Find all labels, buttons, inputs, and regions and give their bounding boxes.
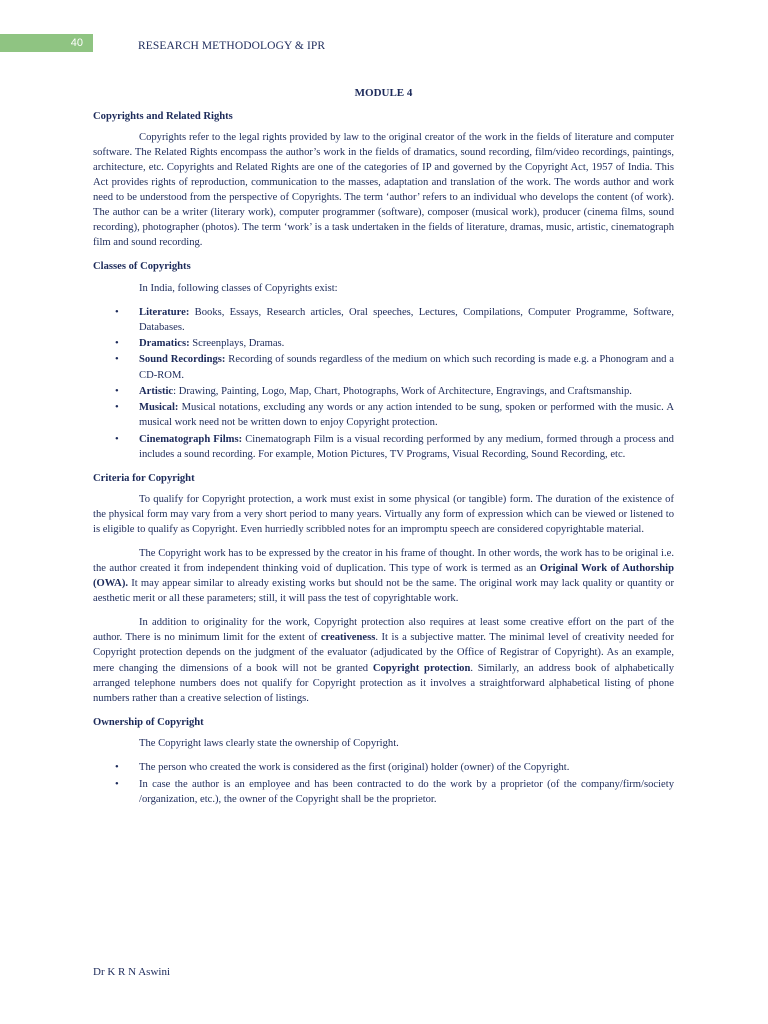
list-item bbox=[93, 760, 674, 775]
criteria-p3-bold-2: Copyright protection bbox=[372, 662, 471, 674]
heading-criteria: Criteria for Copyright bbox=[93, 472, 195, 484]
bullet-icon: • bbox=[115, 433, 119, 445]
copyrights-paragraph: Copyrights refer to the legal rights provided by law to the original creator of the work in the fields of literature and computer software. The Related Rights encompass the author’s work in the fields of dramatics, sound recording, film/video recordings, paintings, architecture, etc. Copyrights and Related Rights are one of the categories of IP and governed by the Copyright Act, 1957 of India. This Act provides rights of reproduction, communication to the masses, adaptation and translation of the work. The words author and work need to be understood from the perspective of Copyrights. The term ‘author’ refers to an individual who develops the content (of work). The author can be a writer (literary work), computer programmer (software), composer (musical work), producer (cinema films, sound recording), photographer (photos). The term ‘work’ is a task undertaken in the fields of literature, dramas, music, artistic, cinematograph film and sound recording. bbox=[93, 132, 674, 249]
list-item-term: Sound Recordings: bbox=[139, 354, 226, 366]
list-item-text: : Drawing, Painting, Logo, Map, Chart, Photographs, Work of Architecture, Engravings, and Craftsmanship. bbox=[173, 385, 632, 397]
footer-author: Dr K R N Aswini bbox=[93, 966, 171, 978]
list-item-text: Books, Essays, Research articles, Oral speeches, Lectures, Compilations, Computer Programme, Software, Databases. bbox=[139, 306, 674, 333]
bullet-icon: • bbox=[115, 306, 119, 318]
bullet-icon: • bbox=[115, 778, 119, 790]
criteria-p3-bold-1: creativeness bbox=[320, 632, 376, 644]
list-item-term: Literature: bbox=[139, 306, 190, 318]
criteria-paragraph-3 bbox=[93, 615, 674, 705]
bullet-icon: • bbox=[115, 761, 119, 773]
list-item-text: Recording of sounds regardless of the medium on which such recording is made e.g. a Phonogram and a CD-ROM. bbox=[139, 354, 674, 381]
criteria-paragraph-1: To qualify for Copyright protection, a work must exist in some physical (or tangible) form. The duration of the existence of the physical form may vary from a very short period to many years. Virtually any form of expression which can be viewed or listened to is eligible to qualify as Copyright. Even hurriedly scribbled notes for an impromptu speech are considered copyrightable material. bbox=[93, 494, 674, 536]
list-item-term: Artistic bbox=[139, 385, 174, 397]
page-content bbox=[93, 86, 674, 816]
list-item bbox=[93, 305, 674, 335]
bullet-icon: • bbox=[115, 402, 119, 414]
criteria-p2-bold: Original Work of Authorship (OWA). bbox=[93, 563, 674, 590]
heading-classes: Classes of Copyrights bbox=[93, 261, 191, 273]
list-item-term: Dramatics: bbox=[139, 338, 190, 350]
list-item bbox=[93, 400, 674, 430]
heading-ownership: Ownership of Copyright bbox=[93, 716, 204, 728]
page-number: 40 bbox=[0, 34, 93, 52]
bullet-icon: • bbox=[115, 385, 119, 397]
criteria-paragraph-2 bbox=[93, 546, 674, 606]
criteria-p2-text: The Copyright work has to be expressed by the creator in his frame of thought. In other words, the work has to be original i.e. the author created it from independent thinking void of duplication. This type of work is termed as an bbox=[93, 548, 674, 575]
list-item-term: Musical: bbox=[139, 402, 179, 414]
classes-list bbox=[93, 305, 674, 462]
criteria-p2-text-end: It may appear similar to already existing works but should not be the same. The original work may lack quality or quantity or aesthetic merit or all these parameters; still, it will pass the test of copyrightable work. bbox=[93, 578, 674, 605]
module-title: MODULE 4 bbox=[354, 87, 413, 99]
list-item bbox=[93, 384, 674, 399]
criteria-p3-text-a: In addition to originality for the work, Copyright protection also requires at least some creative effort on the part of the author. There is no minimum limit for the extent of bbox=[93, 617, 674, 644]
list-item-text: In case the author is an employee and has been contracted to do the work by a proprietor (of the company/firm/society /organization, etc.), the owner of the Copyright shall be the proprietor. bbox=[139, 778, 674, 805]
criteria-p3-text-b: . It is a subjective matter. The minimal level of creativity needed for Copyright protection depends on the judgment of the evaluator (adjudicated by the Office of Registrar of Copyright). As an example, mere changing the dimensions of a book will not be granted bbox=[93, 632, 675, 674]
ownership-list bbox=[93, 760, 674, 807]
classes-intro: In India, following classes of Copyrights exist: bbox=[139, 282, 338, 294]
bullet-icon: • bbox=[115, 338, 119, 350]
running-header: RESEARCH METHODOLOGY & IPR bbox=[138, 40, 326, 52]
ownership-intro: The Copyright laws clearly state the ownership of Copyright. bbox=[139, 737, 399, 749]
criteria-p3-text-c: . Similarly, an address book of alphabetically arranged telephone numbers does not qualify for Copyright protection as it involves a straightforward alphabetical listing of phone numbers rather than a creative selection of listings. bbox=[93, 662, 674, 704]
list-item-term: Cinematograph Films: bbox=[139, 433, 243, 445]
list-item bbox=[93, 336, 674, 351]
list-item bbox=[93, 432, 674, 462]
list-item bbox=[93, 777, 674, 807]
list-item-text: The person who created the work is considered as the first (original) holder (owner) of the Copyright. bbox=[139, 761, 570, 773]
list-item bbox=[93, 352, 674, 382]
list-item-text: Musical notations, excluding any words or any action intended to be sung, spoken or performed with the music. A musical work need not be written down to enjoy Copyright protection. bbox=[139, 402, 674, 429]
list-item-text: Screenplays, Dramas. bbox=[189, 338, 285, 350]
heading-copyrights: Copyrights and Related Rights bbox=[93, 111, 233, 123]
list-item-text: Cinematograph Film is a visual recording performed by any medium, formed through a process and includes a sound recording. For example, Motion Pictures, TV Programs, Visual Recording, Sound Recording, etc. bbox=[139, 433, 674, 460]
bullet-icon: • bbox=[115, 354, 119, 366]
